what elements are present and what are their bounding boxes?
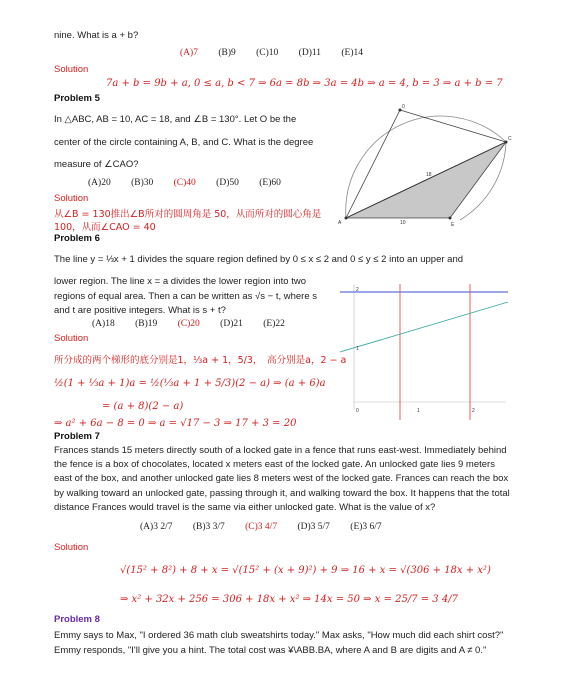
p7-choices [140,522,400,532]
p5-label-a: A [338,220,342,226]
p5-text-2: center of the circle containing A, B, and C. What is the degree [54,137,314,148]
p6-choice-b: (B)19 [135,319,158,329]
p7-choice-d: (D)3 5/7 [297,522,330,532]
p7-choice-e: (E)3 6/7 [350,522,382,532]
p6-tick-x1: 1 [417,408,420,414]
p6-tick-y2: 2 [356,287,359,293]
p6-solution-cn: 所分成的两个梯形的底分别是1，⅓a + 1，5/3， 高分别是a，2 − a [54,355,347,366]
p6-choice-e: (E)22 [263,319,285,329]
p7-solution-label: Solution [54,542,89,553]
p5-label-top: 0 [402,104,405,110]
p6-equation-2: = (a + 8)(2 − a) [102,401,184,412]
p5-choice-c: (C)40 [173,178,196,188]
p7-choice-b: (B)3 3/7 [192,522,225,532]
p7-heading: Problem 7 [54,431,100,442]
p8-text-2: Emmy responds, "I'll give you a hint. The total cost was ¥\ABB.BA, where A and B are digits and A ≠ 0." [54,645,487,656]
p5-choices [88,178,299,188]
p5-label-e: E [451,222,455,228]
p5-solution-label: Solution [54,193,89,204]
p6-text-3: regions of equal area. Then a can be written as √s − t, where s [54,291,318,302]
p5-solution-line-1: 从∠B = 130推出∠B所对的圆周角是 50，从而所对的圆心角是 [54,209,322,220]
p7-text-5: distance Frances would travel is the same via either unlocked gate. What is the value of x? [54,501,436,513]
p6-tick-y1: 1 [356,346,359,352]
p5-choice-a: (A)20 [88,178,111,188]
p7-choice-c: (C)3 4/7 [245,522,278,532]
p6-equation-1: ½(1 + ⅓a + 1)a = ½(⅓a + 1 + 5/3)(2 − a) ⇒ (a + 6)a [54,378,326,389]
p4-choices [180,48,381,58]
p5-text-3: measure of ∠CAO? [54,159,139,170]
p6-choice-d: (D)21 [220,319,243,329]
p7-text-2: the fence is a box of chocolates, located x meters east of the locked gate. An unlocked gate lies 9 meters [54,459,495,471]
p7-text-1: Frances stands 15 meters directly south of a locked gate in a fence that runs east-west. Immediately behind [54,445,507,456]
p7-equation-2: ⇒ x² + 32x + 256 = 306 + 18x + x² ⇒ 14x = 50 ⇒ x = 25/7 = 3 4/7 [120,594,458,605]
p7-text-3: east of the box, and another unlocked gate lies 8 meters west of the locked gate. Frances can reach the box [54,473,509,485]
p4-choice-a: (A)7 [180,48,198,58]
p7-text-4: by walking toward an unlocked gate, passing through it, and walking toward the box. It happens that the total [54,487,510,499]
p8-heading: Problem 8 [54,614,100,625]
p6-solution-label: Solution [54,333,89,344]
p5-solution-line-2: 100，从而∠CAO = 40 [54,222,156,233]
p6-choice-a: (A)18 [92,319,115,329]
p6-text-1: The line y = ⅓x + 1 divides the square region defined by 0 ≤ x ≤ 2 and 0 ≤ y ≤ 2 into an upper and [54,254,464,265]
p7-text [54,444,524,515]
p5-label-10: 10 [400,220,406,226]
p6-text-2: lower region. The line x = a divides the lower region into two [54,276,306,287]
p6-tick-x0: 0 [356,408,359,414]
p4-question-tail: nine. What is a + b? [54,30,139,41]
p4-solution-label: Solution [54,64,89,75]
p5-label-18: 18 [426,172,432,178]
p4-solution-equation: 7a + b = 9b + a, 0 ≤ a, b < 7 ⇒ 6a = 8b ⇒ 3a = 4b ⇒ a = 4, b = 3 ⇒ a + b = 7 [106,78,503,89]
p5-heading: Problem 5 [54,93,100,104]
p7-equation-1: √(15² + 8²) + 8 + x = √(15² + (x + 9)²) + 9 ⇒ 16 + x = √(306 + 18x + x²) [120,565,491,576]
p5-circle-figure [330,100,530,230]
p7-choice-a: (A)3 2/7 [140,522,173,532]
p6-tick-x2: 2 [472,408,475,414]
p5-choice-b: (B)30 [131,178,154,188]
p6-graph [340,280,510,430]
p5-choice-d: (D)50 [216,178,239,188]
p6-choices [92,319,303,329]
p4-choice-d: (D)11 [298,48,322,58]
p5-label-c: C [508,136,512,142]
p6-text-4: and t are positive integers. What is s + t? [54,305,226,316]
p6-equation-3: ⇒ a² + 6a − 8 = 0 ⇒ a = √17 − 3 ⇒ 17 + 3 = 20 [54,418,297,429]
p5-choice-e: (E)60 [259,178,281,188]
p4-choice-b: (B)9 [218,48,236,58]
p4-choice-c: (C)10 [256,48,279,58]
p5-text-1: In △ABC, AB = 10, AC = 18, and ∠B = 130°. Let O be the [54,114,297,125]
p6-heading: Problem 6 [54,233,100,244]
p4-choice-e: (E)14 [341,48,364,58]
p8-text-1: Emmy says to Max, "I ordered 36 math club sweatshirts today." Max asks, "How much did each shirt cost?" [54,630,504,641]
p6-dividing-line [340,302,508,352]
p6-choice-c: (C)20 [177,319,200,329]
